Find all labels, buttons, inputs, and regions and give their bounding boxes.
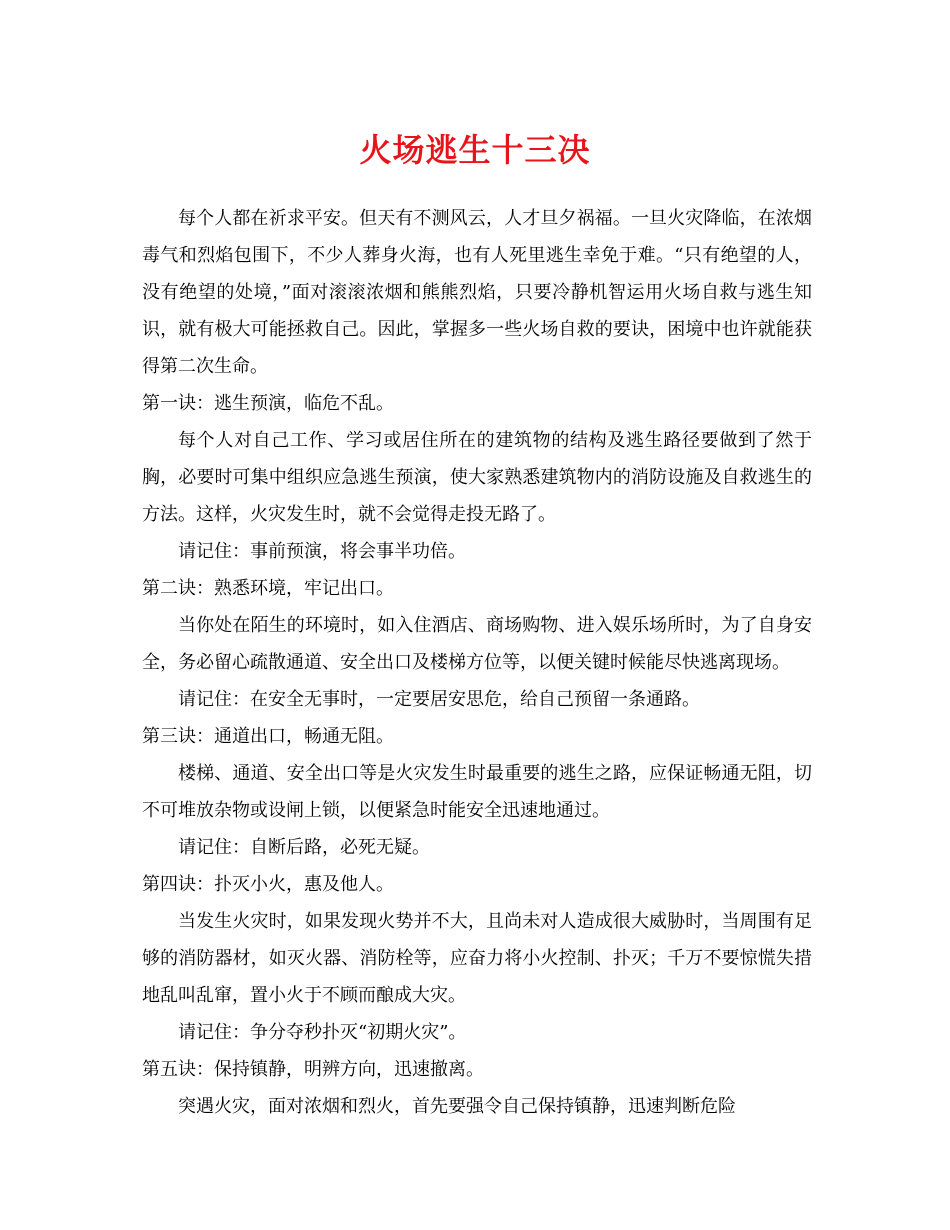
section-4-heading: 第四诀：扑灭小火，惠及他人。: [142, 874, 394, 895]
section-5-heading: 第五诀：保持镇静，明辨方向，迅速撤离。: [142, 1059, 484, 1080]
section-3-body: 楼梯、通道、安全出口等是火灾发生时最重要的逃生之路，应保证畅通无阻，切不可堆放杂物或设闸上锁，以便紧急时能安全迅速地通过。: [142, 763, 812, 821]
section-1-heading: 第一诀：逃生预演，临危不乱。: [142, 393, 394, 414]
section-3-reminder: 请记住：自断后路，必死无疑。: [178, 837, 430, 858]
intro-paragraph: 每个人都在祈求平安。但天有不测风云，人才旦夕祸福。一旦火灾降临，在浓烟毒气和烈焰包围下，不少人葬身火海，也有人死里逃生幸免于难。“只有绝望的人，没有绝望的处境，”面对滚滚浓烟和熊熊烈焰，只要冷静机智运用火场自救与逃生知识，就有极大可能拯救自己。因此，掌握多一些火场自救的要诀，困境中也许就能获得第二次生命。: [142, 208, 812, 377]
section-1-body: 每个人对自己工作、学习或居住所在的建筑物的结构及逃生路径要做到了然于胸，必要时可集中组织应急逃生预演，使大家熟悉建筑物内的消防设施及自救逃生的方法。这样，火灾发生时，就不会觉得走投无路了。: [142, 430, 812, 525]
document-body: [142, 200, 812, 1125]
section-2-heading: 第二诀：熟悉环境，牢记出口。: [142, 578, 394, 599]
section-2-reminder: 请记住：在安全无事时，一定要居安思危，给自己预留一条通路。: [178, 689, 700, 710]
section-5-body: 突遇火灾，面对浓烟和烈火，首先要强令自己保持镇静，迅速判断危险: [178, 1096, 736, 1117]
section-3-heading: 第三诀：通道出口，畅通无阻。: [142, 726, 394, 747]
section-4-body: 当发生火灾时，如果发现火势并不大，且尚未对人造成很大威胁时，当周围有足够的消防器材，如灭火器、消防栓等，应奋力将小火控制、扑灭；千万不要惊慌失措地乱叫乱窜，置小火于不顾而酿成大灾。: [142, 911, 812, 1006]
section-2-body: 当你处在陌生的环境时，如入住酒店、商场购物、进入娱乐场所时，为了自身安全，务必留心疏散通道、安全出口及楼梯方位等，以便关键时候能尽快逃离现场。: [142, 615, 812, 673]
document-title: 火场逃生十三决: [359, 131, 591, 169]
section-1-reminder: 请记住：事前预演，将会事半功倍。: [178, 541, 466, 562]
section-4-reminder: 请记住：争分夺秒扑灭“初期火灾”。: [178, 1022, 467, 1043]
